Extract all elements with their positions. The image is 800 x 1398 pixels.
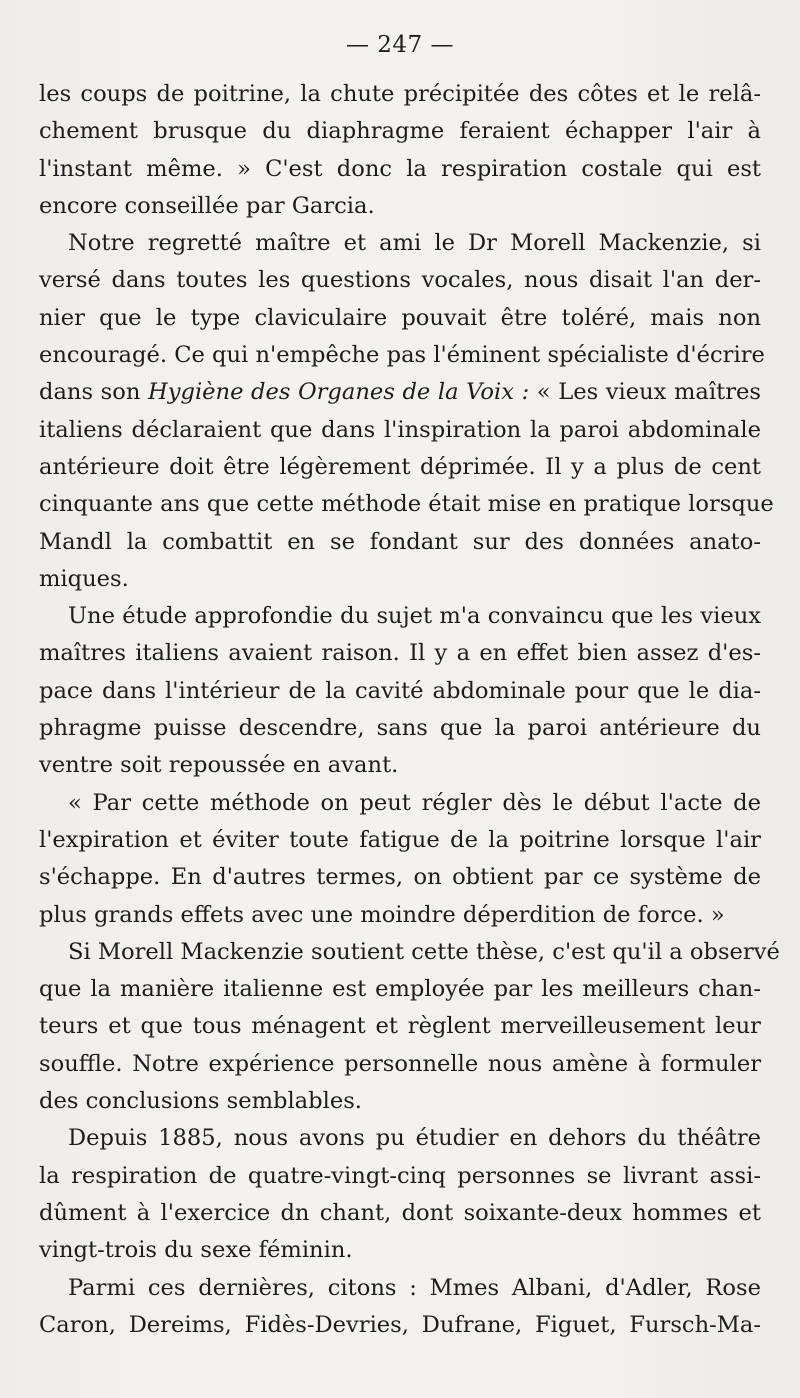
text-line-with-book-title xyxy=(39,374,761,411)
text-line: dûment à l'exercice dn chant, dont soixante-deux hommes et xyxy=(39,1199,761,1226)
text-line: maîtres italiens avaient raison. Il y a en effet bien assez d'es- xyxy=(39,640,761,667)
text-line: pace dans l'intérieur de la cavité abdominale pour que le dia- xyxy=(39,677,761,704)
text-line: Caron, Dereims, Fidès-Devries, Dufrane, Figuet, Fursch-Ma- xyxy=(39,1311,761,1338)
paragraph-start-line: Si Morell Mackenzie soutient cette thèse, c'est qu'il a observé xyxy=(68,938,780,965)
text-line: l'expiration et éviter toute fatigue de la poitrine lorsque l'air xyxy=(39,826,761,853)
text-line: les coups de poitrine, la chute précipitée des côtes et le relâ- xyxy=(39,81,761,107)
text-line: vingt-trois du sexe féminin. xyxy=(39,1237,353,1264)
text-line: phragme puisse descendre, sans que la paroi antérieure du xyxy=(39,715,761,742)
text-line: miques. xyxy=(39,565,129,592)
text-line: des conclusions semblables. xyxy=(39,1088,362,1115)
text-line: Mandl la combattit en se fondant sur des données anato- xyxy=(39,528,761,555)
book-title: Hygiène des Organes de la Voix : xyxy=(148,379,530,406)
text-line: la respiration de quatre-vingt-cinq personnes se livrant assi- xyxy=(39,1162,761,1189)
text-line: versé dans toutes les questions vocales, nous disait l'an der- xyxy=(39,267,761,294)
page-body-text xyxy=(39,76,780,1344)
paragraph-start-line: Parmi ces dernières, citons : Mmes Albani, d'Adler, Rose xyxy=(68,1274,761,1301)
text-segment: « Les vieux maîtres xyxy=(536,379,761,406)
text-line: s'échappe. En d'autres termes, on obtient par ce système de xyxy=(39,864,761,891)
text-line: cinquante ans que cette méthode était mise en pratique lorsque xyxy=(39,491,774,518)
text-line: encouragé. Ce qui n'empêche pas l'éminent spécialiste d'écrire xyxy=(39,342,765,369)
paragraph-start-line: Depuis 1885, nous avons pu étudier en dehors du théâtre xyxy=(68,1125,761,1152)
paragraph-start-line: Notre regretté maître et ami le Dr Morell Mackenzie, si xyxy=(68,230,761,257)
text-line: souffle. Notre expérience personnelle nous amène à formuler xyxy=(39,1050,761,1077)
text-line: plus grands effets avec une moindre déperdition de force. » xyxy=(39,901,725,928)
text-line: l'instant même. » C'est donc la respiration costale qui est xyxy=(39,155,761,182)
text-line: teurs et que tous ménagent et règlent merveilleusement leur xyxy=(39,1013,761,1040)
text-line: encore conseillée par Garcia. xyxy=(39,192,375,219)
text-line: que la manière italienne est employée par les meilleurs chan- xyxy=(39,976,761,1003)
text-line: nier que le type claviculaire pouvait être toléré, mais non xyxy=(39,304,761,331)
page-number-header: — 247 — xyxy=(345,32,455,58)
text-segment: dans son xyxy=(39,379,141,406)
text-line: italiens déclaraient que dans l'inspiration la paroi abdominale xyxy=(39,416,761,443)
text-line: antérieure doit être légèrement déprimée. Il y a plus de cent xyxy=(39,453,761,480)
text-line: chement brusque du diaphragme feraient échapper l'air à xyxy=(39,118,761,145)
text-line: ventre soit repoussée en avant. xyxy=(39,752,399,779)
paragraph-start-line: « Par cette méthode on peut régler dès le début l'acte de xyxy=(68,789,761,816)
paragraph-start-line: Une étude approfondie du sujet m'a convaincu que les vieux xyxy=(68,603,761,630)
